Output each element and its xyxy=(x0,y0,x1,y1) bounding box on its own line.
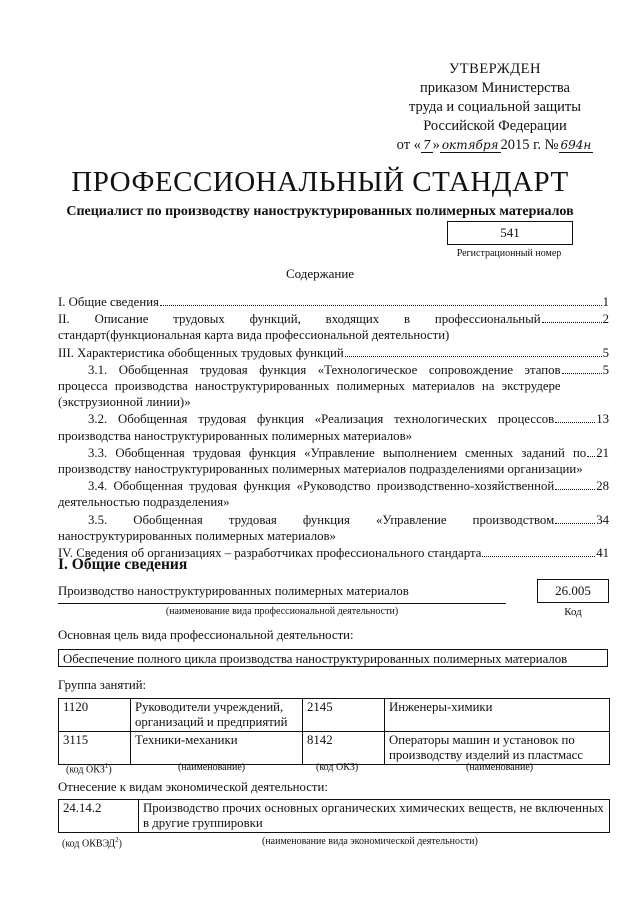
section-heading: I. Общие сведения xyxy=(58,556,188,573)
toc-item-page: 5 xyxy=(602,345,609,360)
group-label: Группа занятий: xyxy=(58,678,147,692)
okz-name: Операторы машин и установок по производству изделий из пластмасс xyxy=(385,732,610,765)
toc-item-page: 28 xyxy=(596,479,609,494)
approval-heading: УТВЕРЖДЕН xyxy=(449,61,541,77)
table-row xyxy=(59,800,610,833)
activity-underline xyxy=(58,603,506,604)
okz-name: Техники-механики xyxy=(131,732,303,765)
activity-name: Производство наноструктурированных полимерных материалов xyxy=(58,584,409,598)
approval-block xyxy=(380,60,610,155)
toc-leader xyxy=(587,446,595,457)
toc-leader xyxy=(555,479,595,490)
toc-item-page: 2 xyxy=(602,312,609,327)
toc-item-page: 34 xyxy=(596,512,609,527)
name-caption-2: (наименование) xyxy=(466,762,534,773)
toc-item-page: 41 xyxy=(596,546,609,561)
date-day: 7 xyxy=(422,138,431,152)
toc-item-text: I. Общие сведения xyxy=(58,295,159,309)
approval-date-line xyxy=(380,136,610,155)
okved-code-caption: (код ОКВЭД$^2$) xyxy=(62,836,122,850)
okz-code: 3115 xyxy=(59,732,131,765)
okz-code: 1120 xyxy=(59,699,131,732)
toc-item-page: 21 xyxy=(596,445,609,460)
toc-leader xyxy=(482,546,595,557)
goal-box: Обеспечение полного цикла производства наноструктурированных полимерных материалов xyxy=(58,649,608,667)
date-year: 2015 г. № xyxy=(500,137,559,153)
approval-line-2: труда и социальной защиты xyxy=(409,99,581,115)
date-month: октября xyxy=(441,138,499,152)
toc-leader xyxy=(160,295,602,306)
document-subtitle: Специалист по производству наноструктурированных полимерных материалов xyxy=(66,204,574,219)
toc-item[interactable] xyxy=(58,445,609,477)
table-of-contents xyxy=(58,294,609,562)
toc-item[interactable] xyxy=(58,345,609,361)
contents-heading: Содержание xyxy=(285,266,355,281)
approval-line-1: приказом Министерства xyxy=(420,80,570,96)
toc-item[interactable] xyxy=(58,362,609,411)
toc-leader xyxy=(562,363,602,374)
okz-caption-2: (код ОКЗ) xyxy=(316,762,359,773)
toc-item-page: 5 xyxy=(602,362,609,377)
okved-name-caption: (наименование вида экономической деятельности) xyxy=(262,836,478,847)
activity-caption: (наименование вида профессиональной деятельности) xyxy=(165,606,399,617)
toc-item[interactable] xyxy=(58,411,609,443)
document-title: ПРОФЕССИОНАЛЬНЫЙ СТАНДАРТ xyxy=(71,166,569,198)
toc-item-text: 3.3. Обобщенная трудовая функция «Управление выполнением сменных заданий по производству наноструктурированных полимерных материалов подразделениями организации» xyxy=(58,445,587,477)
toc-leader xyxy=(345,346,602,357)
toc-item[interactable] xyxy=(58,478,609,510)
registration-number-label: Регистрационный номер xyxy=(456,248,562,259)
activity-code-box: 26.005 xyxy=(537,579,609,603)
okved-code: 24.14.2 xyxy=(59,800,139,833)
toc-leader xyxy=(555,412,595,423)
date-sep: » xyxy=(432,137,440,153)
table-row xyxy=(59,699,610,732)
date-prefix: от « xyxy=(396,137,421,153)
approval-line-3: Российской Федерации xyxy=(423,118,567,134)
toc-leader xyxy=(555,513,595,524)
okved-name: Производство прочих основных органических химических веществ, не включенных в другие группировки xyxy=(139,800,610,833)
okz-code: 8142 xyxy=(303,732,385,765)
code-caption: Код xyxy=(564,606,582,618)
okz-caption-1: (код ОКЗ$^1$) xyxy=(66,762,112,776)
toc-leader xyxy=(542,312,602,323)
toc-item-text: III. Характеристика обобщенных трудовых функций xyxy=(58,345,344,360)
okz-name: Инженеры-химики xyxy=(385,699,610,732)
toc-item-text: 3.5. Обобщенная трудовая функция «Управление производством наноструктурированных полимерных материалов» xyxy=(58,512,555,543)
okved-table xyxy=(58,799,610,833)
toc-item[interactable] xyxy=(58,512,609,544)
registration-number-box: 541 xyxy=(447,221,573,245)
toc-item-text: 3.4. Обобщенная трудовая функция «Руководство производственно-хозяйственной деятельностью подразделения» xyxy=(58,479,555,510)
toc-item-text: 3.1. Обобщенная трудовая функция «Технологическое сопровождение этапов процесса производства наноструктурированных полимерных материалов на экструдере (экструзионной линии)» xyxy=(58,362,561,410)
table-row xyxy=(59,732,610,765)
toc-item-page: 1 xyxy=(602,295,609,309)
toc-item[interactable] xyxy=(58,294,609,310)
toc-item[interactable] xyxy=(58,311,609,343)
name-caption-1: (наименование) xyxy=(178,762,246,773)
toc-item-text: IV. Сведения об организациях – разработчиках профессионального стандарта xyxy=(58,546,482,561)
order-number: 694н xyxy=(560,138,592,152)
toc-item-page: 13 xyxy=(596,412,609,427)
econ-activity-label: Отнесение к видам экономической деятельности: xyxy=(58,780,328,794)
goal-label: Основная цель вида профессиональной деятельности: xyxy=(58,628,354,642)
okz-code: 2145 xyxy=(303,699,385,732)
occupation-group-table xyxy=(58,698,610,765)
okz-name: Руководители учреждений, организаций и предприятий xyxy=(131,699,303,732)
toc-item-text: II. Описание трудовых функций, входящих в профессиональный стандарт(функциональная карта вида профессиональной деятельности) xyxy=(58,312,541,343)
toc-item-text: 3.2. Обобщенная трудовая функция «Реализация технологических процессов производства наноструктурированных полимерных материалов» xyxy=(58,412,555,443)
